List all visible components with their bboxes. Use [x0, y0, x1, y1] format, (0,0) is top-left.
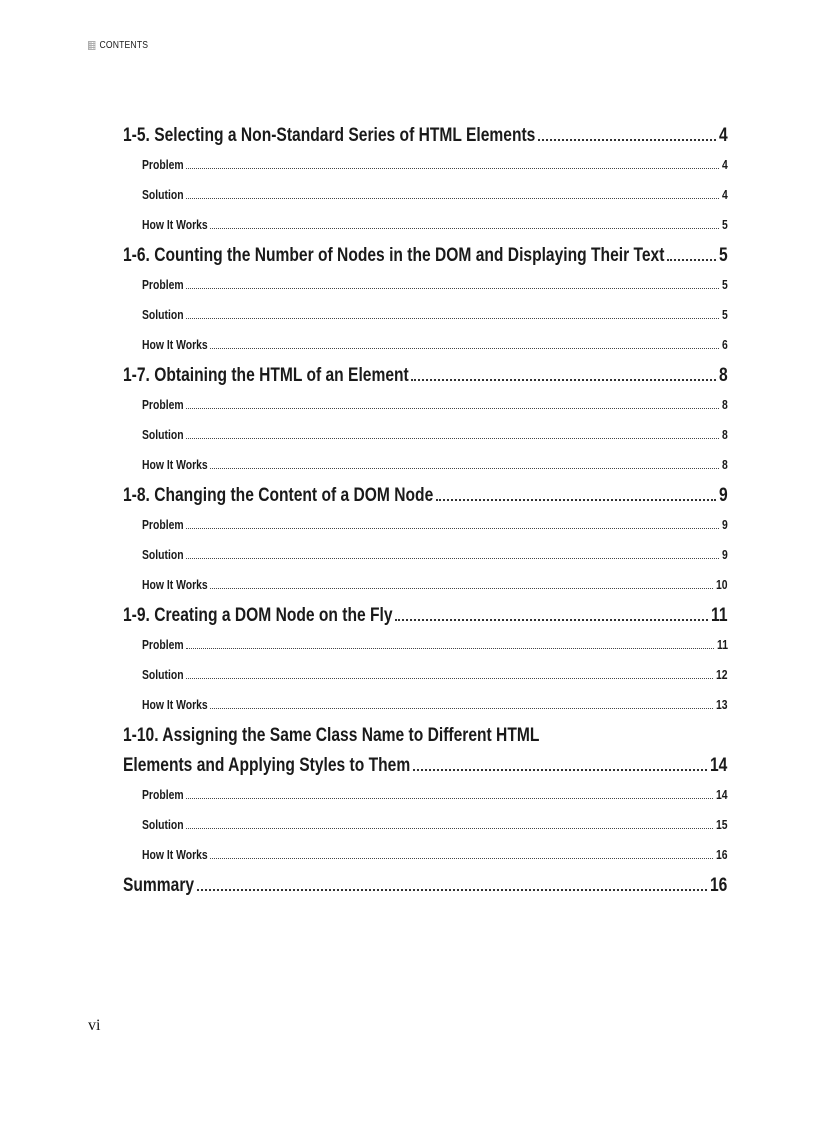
toc-subsection-entry[interactable] [142, 540, 728, 570]
toc-subsection-title: Solution [142, 817, 184, 832]
header-hatch-icon [88, 41, 95, 50]
toc-subsection-entry[interactable] [142, 450, 728, 480]
dot-leader [436, 499, 716, 501]
toc-subsection-title: How It Works [142, 337, 208, 352]
toc-section-entry[interactable] [123, 600, 728, 630]
toc-section-title-line1: 1-10. Assigning the Same Class Name to Different HTML [123, 724, 540, 746]
toc-section-page: 8 [719, 364, 728, 386]
toc-section-entry[interactable] [123, 360, 728, 390]
dot-leader [210, 858, 713, 859]
dot-leader [186, 168, 719, 169]
dot-leader [186, 558, 719, 559]
toc-section-page: 14 [710, 754, 728, 776]
toc-section-entry[interactable] [123, 870, 728, 900]
toc-section-title: 1-5. Selecting a Non-Standard Series of HTML Elements [123, 124, 536, 146]
dot-leader [210, 588, 713, 589]
page-number: vi [88, 1017, 101, 1034]
toc-subsection-title: Solution [142, 667, 184, 682]
dot-leader [210, 708, 713, 709]
toc-subsection-title: How It Works [142, 217, 208, 232]
toc-subsection-page: 9 [722, 547, 728, 562]
toc-subsection-title: How It Works [142, 457, 208, 472]
toc-subsection-page: 13 [716, 697, 728, 712]
toc-subsection-entry[interactable] [142, 510, 728, 540]
toc-subsection-page: 5 [722, 217, 728, 232]
dot-leader [186, 318, 719, 319]
dot-leader [186, 798, 713, 799]
toc-subsection-title: Problem [142, 787, 184, 802]
toc-subsection-title: How It Works [142, 697, 208, 712]
toc-subsection-page: 4 [722, 187, 728, 202]
toc-subsection-title: Problem [142, 517, 184, 532]
toc-subsection-entry[interactable] [142, 300, 728, 330]
toc-subsection-entry[interactable] [142, 330, 728, 360]
dot-leader [186, 288, 719, 289]
toc-section-title: 1-8. Changing the Content of a DOM Node [123, 484, 434, 506]
dot-leader [186, 438, 719, 439]
toc-subsection-entry[interactable] [142, 270, 728, 300]
toc-section-page: 11 [711, 604, 728, 626]
toc-subsection-page: 5 [722, 277, 728, 292]
toc-subsection-title: Problem [142, 277, 184, 292]
table-of-contents [123, 120, 728, 900]
dot-leader [667, 259, 716, 261]
running-header-label: CONTENTS [99, 39, 149, 51]
dot-leader [210, 228, 719, 229]
toc-subsection-entry[interactable] [142, 390, 728, 420]
toc-subsection-page: 5 [722, 307, 728, 322]
dot-leader [538, 139, 716, 141]
toc-section-title: Summary [123, 874, 195, 896]
toc-subsection-title: Solution [142, 187, 184, 202]
toc-section-page: 4 [719, 124, 728, 146]
toc-subsection-title: How It Works [142, 847, 208, 862]
toc-subsection-page: 16 [716, 847, 728, 862]
dot-leader [413, 769, 707, 771]
toc-subsection-title: Problem [142, 157, 184, 172]
toc-section-title: 1-9. Creating a DOM Node on the Fly [123, 604, 393, 626]
toc-section-page: 16 [710, 874, 728, 896]
toc-subsection-page: 14 [716, 787, 728, 802]
dot-leader [210, 348, 719, 349]
toc-subsection-page: 11 [717, 637, 728, 652]
toc-subsection-title: Problem [142, 637, 184, 652]
toc-section-entry[interactable] [123, 120, 728, 150]
dot-leader [411, 379, 716, 381]
toc-subsection-page: 8 [722, 457, 728, 472]
toc-subsection-entry[interactable] [142, 210, 728, 240]
toc-section-entry[interactable] [123, 480, 728, 510]
dot-leader [186, 648, 714, 649]
toc-subsection-entry[interactable] [142, 690, 728, 720]
toc-subsection-page: 8 [722, 427, 728, 442]
toc-section-title: 1-6. Counting the Number of Nodes in the DOM and Displaying Their Text [123, 244, 665, 266]
toc-subsection-entry[interactable] [142, 150, 728, 180]
toc-section-title: Elements and Applying Styles to Them [123, 754, 411, 776]
dot-leader [186, 528, 719, 529]
toc-section-title: 1-7. Obtaining the HTML of an Element [123, 364, 409, 386]
toc-subsection-title: Problem [142, 397, 184, 412]
dot-leader [197, 889, 707, 891]
toc-subsection-entry[interactable] [142, 420, 728, 450]
toc-subsection-title: Solution [142, 547, 184, 562]
toc-subsection-entry[interactable] [142, 630, 728, 660]
toc-section-entry[interactable] [123, 720, 728, 780]
toc-subsection-page: 12 [716, 667, 728, 682]
toc-subsection-page: 4 [722, 157, 728, 172]
toc-subsection-entry[interactable] [142, 840, 728, 870]
dot-leader [210, 468, 719, 469]
toc-subsection-title: How It Works [142, 577, 208, 592]
dot-leader [186, 678, 713, 679]
running-header [88, 39, 148, 51]
toc-subsection-entry[interactable] [142, 180, 728, 210]
dot-leader [186, 408, 719, 409]
toc-subsection-entry[interactable] [142, 810, 728, 840]
dot-leader [186, 828, 713, 829]
toc-section-entry[interactable] [123, 240, 728, 270]
toc-subsection-entry[interactable] [142, 660, 728, 690]
toc-subsection-page: 10 [716, 577, 728, 592]
toc-subsection-title: Solution [142, 427, 184, 442]
dot-leader [395, 619, 708, 621]
toc-subsection-page: 6 [722, 337, 728, 352]
toc-subsection-entry[interactable] [142, 570, 728, 600]
toc-section-page: 5 [719, 244, 728, 266]
toc-subsection-title: Solution [142, 307, 184, 322]
toc-subsection-entry[interactable] [142, 780, 728, 810]
toc-subsection-page: 8 [722, 397, 728, 412]
toc-section-page: 9 [719, 484, 728, 506]
toc-subsection-page: 15 [716, 817, 728, 832]
dot-leader [186, 198, 719, 199]
toc-subsection-page: 9 [722, 517, 728, 532]
